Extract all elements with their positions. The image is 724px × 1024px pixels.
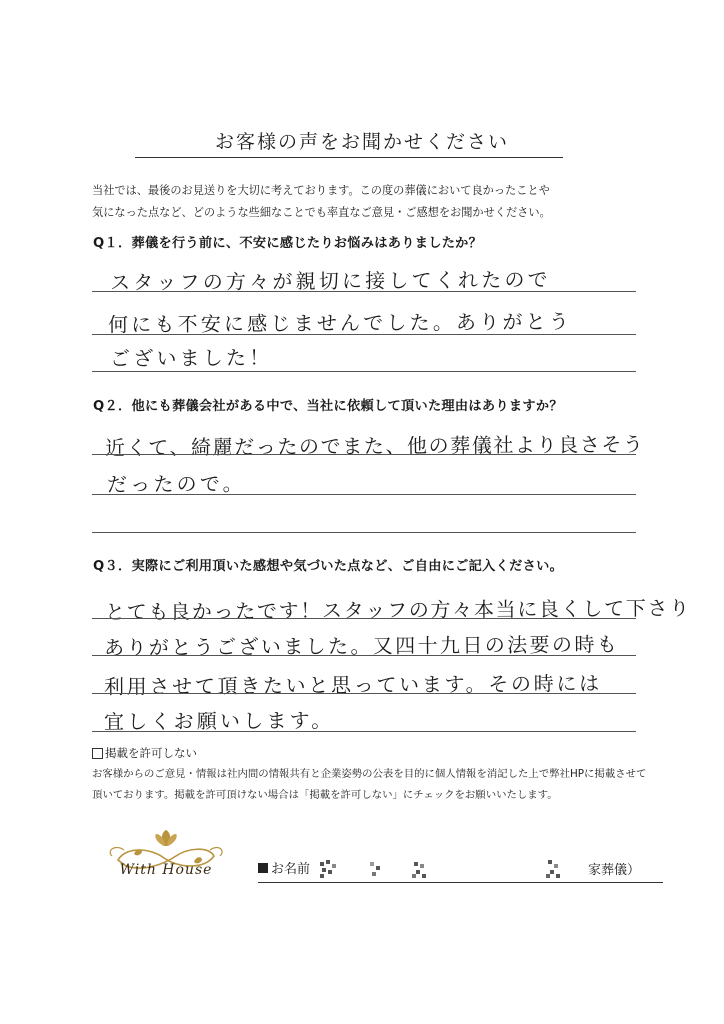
company-logo bbox=[96, 826, 236, 886]
q1-rule-1 bbox=[92, 291, 636, 292]
q3-rule-3 bbox=[92, 693, 636, 694]
consent-checkbox-row[interactable] bbox=[92, 745, 197, 761]
page-title: お客様の声をお聞かせください bbox=[214, 131, 509, 153]
bullet-square bbox=[258, 863, 268, 873]
q1-answer-line-2: 何にも不安に感じませんでした。ありがとう bbox=[107, 309, 573, 337]
consent-note-line-1: お客様からのご意見・情報は社内間の情報共有と企業姿勢の公表を目的に個人情報を消記した上で弊社HPに掲載させて bbox=[92, 768, 647, 780]
name-underline bbox=[258, 882, 663, 883]
question-1: Q１．葬儀を行う前に、不安に感じたりお悩みはありましたか？ bbox=[93, 236, 483, 251]
q3-rule-4 bbox=[92, 731, 636, 732]
q2-answer-line-2: だったので。 bbox=[106, 471, 246, 497]
question-2: Q２．他にも葬儀会社がある中で、当社に依頼して頂いた理由はありますか？ bbox=[93, 399, 563, 414]
q3-answer-line-4: 宜しくお願いします。 bbox=[103, 708, 335, 734]
q3-rule-2 bbox=[92, 655, 636, 656]
q1-answer-line-1: スタッフの方々が親切に接してくれたので bbox=[109, 267, 551, 295]
intro-line-1: 当社では、最後のお見送りを大切に考えております。この度の葬儀において良かったことや bbox=[92, 184, 550, 197]
consent-checkbox[interactable] bbox=[92, 748, 103, 759]
q2-rule-1 bbox=[92, 454, 636, 455]
name-redaction bbox=[318, 858, 573, 880]
q2-answer-line-1: 近くて、綺麗だったのでまた、他の葬儀社より良さそう bbox=[104, 432, 645, 460]
question-3: Q３．実際にご利用頂いた感想や気づいた点など、ご自由にご記入ください。 bbox=[93, 559, 564, 574]
name-label-text: お名前 bbox=[271, 862, 311, 877]
q1-answer-line-3: ございました！ bbox=[109, 345, 273, 371]
q3-answer-line-3: 利用させて頂きたいと思っています。その時には bbox=[103, 671, 602, 699]
consent-note-line-2: 頂いております。掲載を許可頂けない場合は「掲載を許可しない」にチェックをお願いいたします。 bbox=[92, 789, 558, 801]
logo-text: With House bbox=[119, 862, 213, 878]
name-suffix: 家葬儀） bbox=[588, 863, 641, 878]
q3-answer-line-1: とても良かったです！スタッフの方々本当に良くして下さり bbox=[104, 595, 691, 625]
q3-answer-line-2: ありがとうございました。又四十九日の法要の時も bbox=[103, 632, 620, 660]
title-underline bbox=[135, 157, 563, 158]
consent-label: 掲載を許可しない bbox=[105, 746, 197, 760]
q2-rule-2 bbox=[92, 494, 636, 495]
intro-line-2: 気になった点など、どのような些細なことでも率直なご意見・ご感想をお聞かせください。 bbox=[92, 206, 551, 219]
q1-rule-3 bbox=[92, 371, 636, 372]
name-label bbox=[258, 858, 310, 877]
q2-rule-3 bbox=[92, 532, 636, 533]
q1-rule-2 bbox=[92, 334, 636, 335]
q3-rule-1 bbox=[92, 618, 636, 619]
